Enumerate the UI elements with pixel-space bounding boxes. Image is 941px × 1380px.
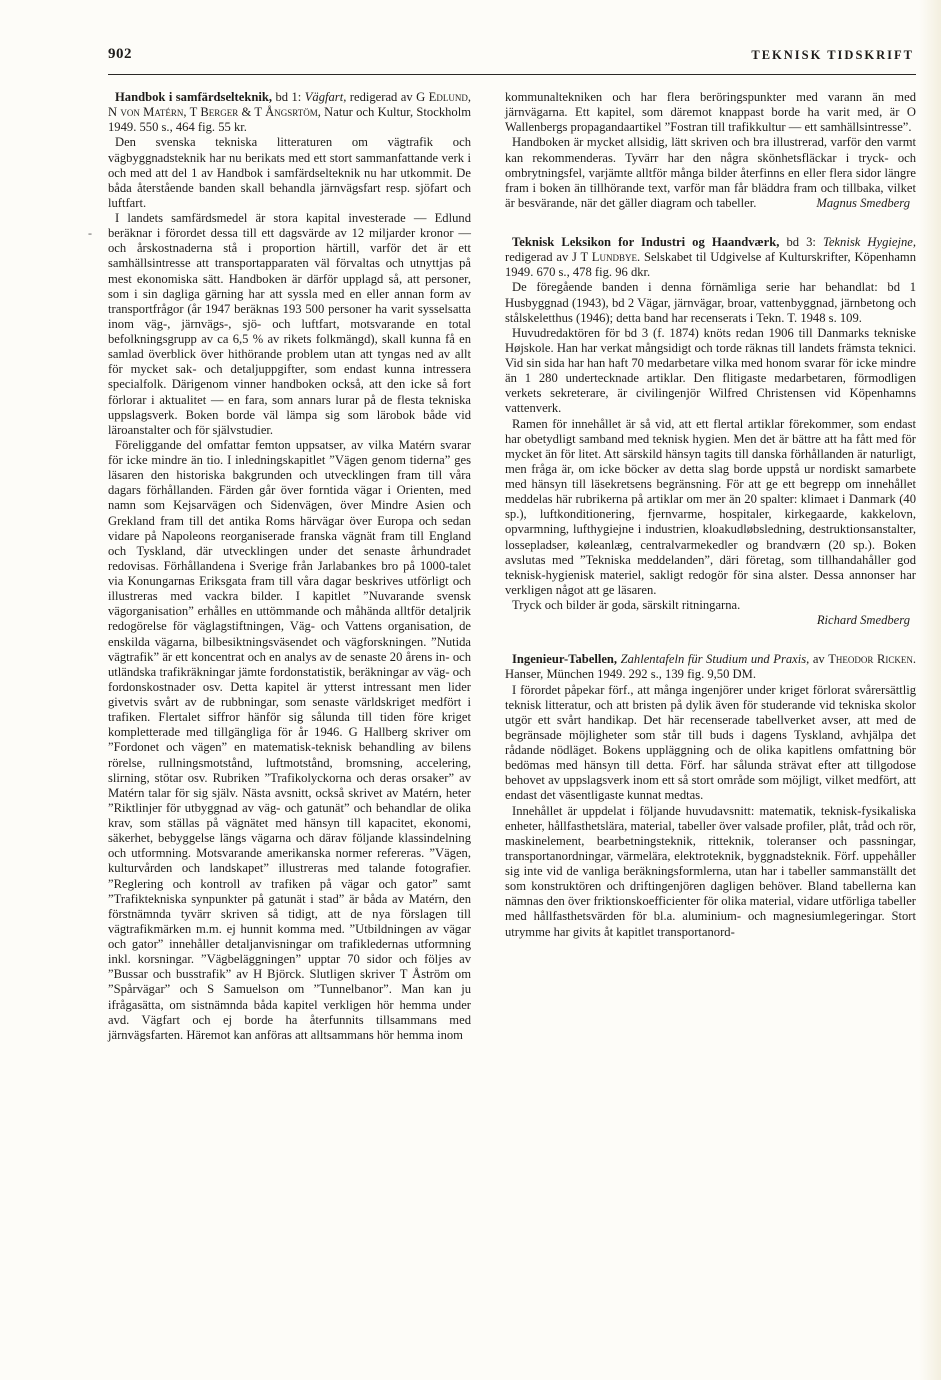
review-paragraph: Ramen för innehållet är så vid, att ett flertal artiklar förekommer, som endast har obetydligt samband med teknisk hygien. Men det är bättre att ha fått med för mycket än för litet. Att särskild hänsyn tagits till danska förhållanden är naturligt, men fråga är, om icke böcker av detta slag borde uppstå ur nordiskt samarbete med hänsyn till läsekretsens begränsning. För att ge ett begrepp om innehållet meddelas här rubrikerna på artiklar om mer än 20 spalter: klimaet i Danmark (40 sp.), luftkonditionering, fjernvarme, hospitaler, kirkegaarde, kakkelovn, opvarmning, lufthygiejne i industrien, kloakudløbsledning, destruktionsanstalter, lossepladser, køleanlæg, centralvarmekedler og brandværn (20 sp.). Boken avslutas med ”Tekniska meddelanden”, däri företag, som tillhandahåller god teknisk-hygienisk materiel, sakligt redogör för sina alster. Dessa annonser har verkligen något att ge läsaren. — [505, 416, 916, 597]
page-edge-shadow — [919, 0, 941, 1380]
book-editors: G Edlund, N von Matérn, T Berger & T Ångsrtöm, — [108, 90, 471, 120]
review-paragraph: De föregående banden i denna förnämliga serie har behandlat: bd 1 Husbyggnad (1943), bd 2 Vägar, järnvägar, broar, vattenbyggnad, järnbetong och stålskeletthus (1946); detta band har recenserats i Tekn. T. 1948 s. 109. — [505, 280, 916, 325]
book-volume: bd 1: — [272, 90, 305, 104]
review-paragraph — [505, 135, 916, 211]
review-paragraph: Innehållet är uppdelat i följande huvudavsnitt: matematik, teknisk-fysikaliska enheter, hållfasthetslära, material, tabeller över valsade profiler, plåt, tråd och rör, maskinelement, bearbetningsteknik, ritteknik, toleranser och passningar, transportanordningar, värmelära, elektroteknik, byggnadsteknik. Förf. uppehåller sig inte vid de vanliga beräkningsformlerna, utan har i tabeller sammanställt det som konstruktören och driftingenjören dagligen behöver. Bland tabellerna kan nämnas den över friktionskoefficienter för olika material, vidare utförliga tabeller med hållfasthetsvärden för bl.a. aluminium- och magnesiumlegeringar. Stort utrymme har givits åt kapitlet transportanord- — [505, 803, 917, 939]
book-publisher: Natur och Kultur, Stockholm 1949. 550 s., 464 fig. 55 kr. — [108, 105, 471, 135]
review-citation — [505, 652, 916, 682]
review-citation — [108, 90, 471, 135]
book-publisher: Hanser, München 1949. 292 s., 139 fig. 9,50 DM. — [505, 667, 756, 682]
review-paragraph: Föreliggande del omfattar femton uppsatser, av vilka Matérn svarar för icke mindre än tio. I inledningskapitlet ”Vägen genom tiderna” ges läsaren den historiska bakgrunden och utvecklingen fram till våra dagars förhållanden. Färden går över forntida vägar i Orienten, med namn som Kejsarvägen och Sidenvägen, över Mindre Asien och Grekland fram till det antika Roms härvägar över Europa och sedan vidare på Napoleons reorganiserade franska vägnät fram till England och Tyskland, där utvecklingen under det senaste århundradet redovisas. Förhållandena i Sverige från Jarlabankes bro på 1000-talet via Konungarnas Eriksgata fram till våra dagar beskrives utförligt och illustreras med vackra bilder. I kapitlet ”Nuvarande svensk vägorganisation” erhålles en uttömmande och måhända alltför detaljrik redogörelse för väglagstiftningen, Väg- och Vattens organisation, de enskilda vägarna, bilbesiktningsväsendet och vägforskningen. ”Nutida vägtrafik” är ett koncentrat och en analys av de senaste 20 årens in- och utländska trafikräkningar jämte fordonstatistik, beräkningar av väg- och fordonskostnader osv. Detta kapitel är ytterst intressant men lider givetvis svårt av de rubbningar, som senaste världskriget medfört i trafiken. Flertalet siffror hänför sig sålunda till tiden före kriget kompletterade med tillgängliga för år 1946. G Hallberg skriver om ”Fordonet och vägen” en matematisk-teknisk behandling av bilens rörelse, rullningsmotstånd, luftmotstånd, bromsning, accelering, slirning, stötar osv. Rubriken ”Trafikolyckorna och deras orsaker” av Matérn talar för sig själv. Nästa avsnitt, också skrivet av Matérn, heter ”Riktlinjer för utbyggnad av väg- och gatunät” och behandlar de olika krav, som ställas på vägnätet med hänsyn till kapacitet, ekonomi, säkerhet, bebyggelse längs vägarna och därav följande klassindelning och utformning. Motsvarande amerikanska normer refereras. ”Vägen, kulturvården och landskapet” illustreras med talande fotografier. ”Reglering och kontroll av trafiken på vägar och gator” samt ”Trafiktekniska synpunkter på gatunät i stad” är båda av Matérn, den förstnämnda tyvärr skriven så tidigt, att de nya förslagen till vägtrafikmärken m.m. ej hunnit komma med. ”Utbildningen av vägar och gator” innehåller detaljanvisningar om trafikledernas utformning inkl. korsningar. ”Vägbeläggningen” upptar 70 sidor och följes av ”Bussar och busstrafik” av H Björck. Slutligen skriver T Åström om ”Spårvägar” och S Samuelson om ”Tunnelbanor”. Man kan ju ifrågasätta, om sistnämnda båda kapitel verkligen hör hemma under avd. Vägfart och ej borde ha återfunnits tillsammans med järnvägsfarten. Häremot kan anföras att alltsammans hör hemma inom — [108, 437, 471, 1042]
review-paragraph: I landets samfärdsmedel är stora kapital investerade — Edlund beräknar i förordet dessa till ett dagsvärde av 12 miljarder kronor — och årskostnaderna stå i proportion härtill, varför det är ett samhällsintresse att transportapparaten väl förvaltas och utnyttjas på mest ekonomiska sätt. Handboken är därför upplagd så, att personer, som i sin dagliga gärning har att syssla med en eller annan form av transportfrågor (år 1947 beräknas 193 500 personer ha varit sysselsatta inom väg-, järnvägs-, sjö- och luftfart, motsvarande en total befolkningsgrupp av ca 6,5 % av rikets folkmängd), skall kunna få en samlad överblick över hithörande problem utan att tyngas ned av allt för mycket sak- och detaljuppgifter, som endast kunna intressera specialfolk. Därigenom vinner handboken också, att den icke så fort förlorar i aktualitet — en fara, som annars lurar på de flesta tekniska uppslagsverk. Boken borde väl lämpa sig som lärobok både vid läroanstalter och för självstudier. — [108, 211, 471, 437]
book-editors: Theodor Ricken. — [828, 652, 916, 667]
page-number: 902 — [108, 46, 132, 62]
review-signature: Magnus Smedberg — [816, 195, 910, 210]
review-teknisk-leksikon — [505, 235, 916, 628]
review-handbok-continued — [505, 90, 916, 211]
review-paragraph: Huvudredaktören för bd 3 (f. 1874) knöts redan 1906 till Danmarks tekniske Højskole. Han har verkat mångsidigt och torde räknas till landets främsta teknici. Vid sin sida har han haft 70 medarbetare vilka med honom svarar för icke mindre än 1 280 undertecknade artiklar. Den flitigaste medarbetaren, förmodligen verkets sekreterare, är civilingenjör Wilfred Christensen vid Köpenhamns vattenverk. — [505, 325, 916, 416]
editor-prefix: redigerad av — [346, 90, 417, 104]
review-handbok-samfardselteknik — [108, 90, 471, 1043]
page-header — [108, 44, 916, 75]
review-ingenieur-tabellen — [505, 652, 916, 939]
book-subtitle: Vägfart, — [304, 90, 347, 104]
book-editors: J T Lundbye. — [572, 250, 641, 265]
review-paragraph: I förordet påpekar förf., att många ingenjörer under kriget förlorat svårersättlig teknisk litteratur, och att bristen på dylik även för studerande vid tekniska skolor utgör ett svårt handikap. Det här recenserade tabellverket avser, att med de begränsade möjligheter som står till buds i dagens Tyskland, avhjälpa det rådande nödläget. Bokens uppläggning och de olika kapitlens omfattning bör bedömas med hänsyn till detta. Förf. har sålunda strävat efter att tillgodose behovet av uppslagsverk inom ett så stort område som möjligt, vilket medfört, att endast det väsentligaste kunnat medtas. — [505, 682, 916, 803]
book-title: Ingenieur-Tabellen, — [512, 652, 618, 667]
right-column — [505, 90, 916, 940]
review-paragraph-continued: kommunaltekniken och har flera beröringspunkter med varann än med järnvägarna. Ett kapitel, som däremot knappast borde ha varit med, är O Wallenbergs propagandaartikel ”Fostran till trafikkultur — ett samhällsintresse”. — [505, 90, 916, 135]
book-title: Handbok i samfärdselteknik, — [115, 90, 272, 104]
journal-title: TEKNISK TIDSKRIFT — [751, 48, 914, 62]
editor-prefix: av — [809, 652, 829, 667]
editor-prefix: redigerad av — [505, 250, 573, 265]
review-paragraph: Tryck och bilder är goda, särskilt ritningarna. — [512, 598, 741, 612]
book-subtitle: Zahlentafeln für Studium und Praxis, — [620, 652, 810, 667]
review-signature: Richard Smedberg — [816, 613, 910, 628]
book-subtitle: Teknisk Hygiejne, — [823, 235, 916, 249]
left-column — [108, 90, 471, 1043]
review-paragraph-text: Handboken är mycket allsidig, lätt skriven och bra illustrerad, varför den varmt kan rekommenderas. Tyvärr har den några skönhetsfläckar i tryck- och ombrytningsfel, varjämte alltför många bilder återfinns en eller flera sidor längre fram i boken än tillhörande text, varför man får bläddra fram och tillbaka, vilket är besvärande, när det gäller diagram och tabeller. — [505, 135, 916, 210]
book-publisher: Selskabet til Udgivelse af Kulturskrifter, Köpenhamn 1949. 670 s., 478 fig. 96 dkr. — [505, 250, 917, 280]
margin-mark: - — [88, 226, 92, 240]
review-citation — [505, 235, 916, 280]
review-paragraph: Den svenska tekniska litteraturen om vägtrafik och vägbyggnadsteknik har nu berikats med ett stort sammanfattande verk i och med att del 1 av Handbok i samfärdselteknik nu har utkommit. De båda återstående banden skall behandla järnvägsfart resp. sjöfart och luftfart. — [108, 135, 471, 210]
book-title: Teknisk Leksikon for Industri og Haandværk, — [512, 235, 780, 249]
book-volume: bd 3: — [779, 235, 823, 249]
